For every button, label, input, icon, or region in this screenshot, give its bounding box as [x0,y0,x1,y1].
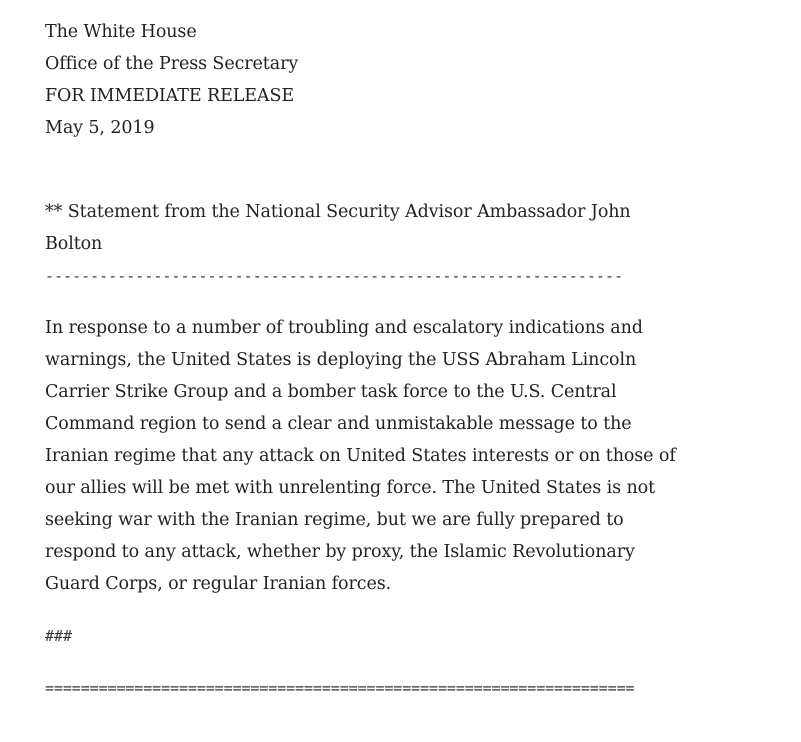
end-marker: ### [45,627,73,645]
release-status: FOR IMMEDIATE RELEASE [45,86,295,106]
spacer [45,600,685,620]
spacer [45,144,685,196]
office-name: Office of the Press Secretary [45,54,299,74]
statement-body: In response to a number of troubling and escalatory indications and warnings, the United States is deploying the USS Abraham Lincoln Carrier Strike Group and a bomber task force to the U.S. Central Command region to send a clear and unmistakable message to the Iranian regime that any attack on United States interests or on those of our allies will be met with unrelenting force. The United States is not seeking war with the Iranian regime, but we are fully prepared to respond to any attack, whether by proxy, the Islamic Revolutionary Guard Corps, or regular Iranian forces. [45,318,676,594]
spacer [45,292,685,312]
release-header [45,16,685,144]
footer-divider: ================================================================== [45,679,635,697]
press-release-document [45,16,685,704]
org-name: The White House [45,22,197,42]
release-date: May 5, 2019 [45,118,155,138]
title-divider: ---------------------------------------------------------------- [45,267,623,285]
spacer [45,652,685,672]
statement-title: ** Statement from the National Security Advisor Ambassador John Bolton [45,202,631,254]
